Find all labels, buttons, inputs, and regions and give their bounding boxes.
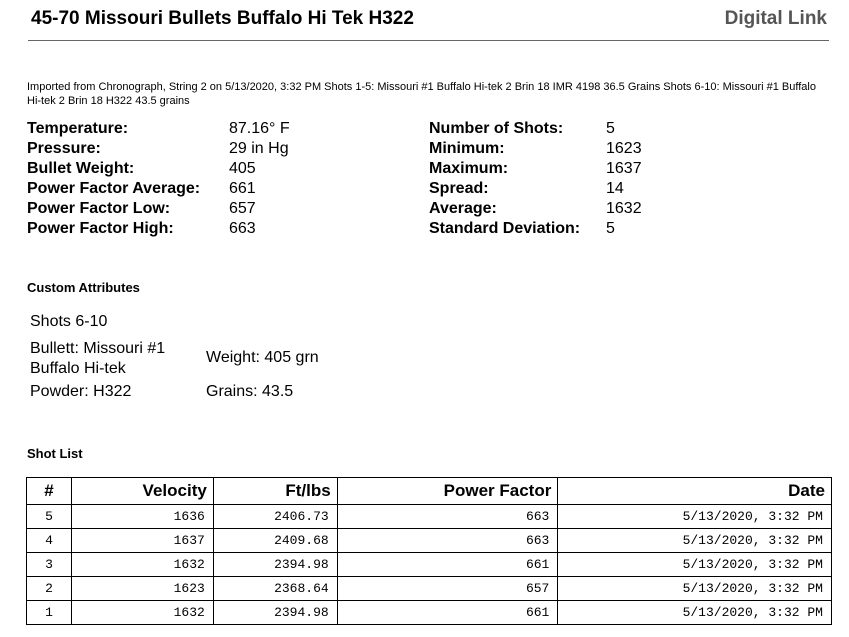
cell-ftlbs: 2394.98	[213, 601, 337, 625]
stat-value: 663	[229, 220, 256, 237]
cell-velocity: 1623	[71, 577, 213, 601]
table-row	[27, 505, 832, 529]
stat-row	[429, 199, 642, 219]
cell-number: 3	[27, 553, 72, 577]
cell-power-factor: 663	[337, 529, 558, 553]
summary-list	[429, 119, 642, 239]
cell-ftlbs: 2406.73	[213, 505, 337, 529]
stat-value: 1632	[606, 200, 642, 217]
table-row	[27, 553, 832, 577]
shot-list-heading: Shot List	[27, 446, 83, 461]
cell-number: 2	[27, 577, 72, 601]
cell-date: 5/13/2020, 3:32 PM	[558, 505, 832, 529]
cell-power-factor: 657	[337, 577, 558, 601]
column-header-ftlbs: Ft/lbs	[213, 478, 337, 505]
column-header-power-factor: Power Factor	[337, 478, 558, 505]
cell-date: 5/13/2020, 3:32 PM	[558, 529, 832, 553]
column-header-date: Date	[558, 478, 832, 505]
conditions-list	[27, 119, 290, 239]
table-row	[27, 529, 832, 553]
cell-velocity: 1632	[71, 601, 213, 625]
stat-label: Temperature:	[27, 120, 129, 137]
stat-value: 5	[606, 220, 615, 237]
stat-row	[429, 179, 642, 199]
stat-label: Spread:	[429, 180, 489, 197]
report-header	[0, 0, 849, 44]
stat-row	[27, 179, 290, 199]
stat-label: Number of Shots:	[429, 120, 564, 137]
page-title: 45-70 Missouri Bullets Buffalo Hi Tek H322	[31, 8, 414, 29]
stat-row	[27, 219, 290, 239]
stat-value: 29 in Hg	[229, 140, 289, 157]
stat-label: Pressure:	[27, 140, 101, 157]
column-header-number: #	[27, 478, 72, 505]
stat-value: 1637	[606, 160, 642, 177]
stat-label: Power Factor Low:	[27, 200, 171, 217]
stat-row	[429, 159, 642, 179]
cell-power-factor: 661	[337, 601, 558, 625]
cell-number: 4	[27, 529, 72, 553]
cell-velocity: 1637	[71, 529, 213, 553]
custom-attributes-heading: Custom Attributes	[27, 280, 140, 295]
table-row	[27, 577, 832, 601]
stat-value: 405	[229, 160, 256, 177]
stat-row	[27, 119, 290, 139]
stat-row	[27, 199, 290, 219]
stat-label: Maximum:	[429, 160, 509, 177]
stat-value: 661	[229, 180, 256, 197]
custom-grains: Grains: 43.5	[206, 383, 294, 400]
cell-number: 1	[27, 601, 72, 625]
stat-row	[27, 139, 290, 159]
stat-label: Power Factor High:	[27, 220, 174, 237]
brand-label: Digital Link	[724, 8, 827, 29]
stat-label: Minimum:	[429, 140, 505, 157]
import-note: Imported from Chronograph, String 2 on 5/13/2020, 3:32 PM Shots 1-5: Missouri #1 Buffalo Hi-tek 2 Brin 18 IMR 4198 36.5 Grains Shots 6-10: Missouri #1 Buffalo Hi-tek 2 Brin 18 H322 43.5 grains	[27, 81, 816, 107]
stat-row	[429, 119, 642, 139]
stat-row	[429, 219, 642, 239]
cell-power-factor: 663	[337, 505, 558, 529]
cell-date: 5/13/2020, 3:32 PM	[558, 553, 832, 577]
stat-label: Bullet Weight:	[27, 160, 135, 177]
cell-date: 5/13/2020, 3:32 PM	[558, 601, 832, 625]
custom-bullet-line1: Bullett: Missouri #1	[30, 340, 166, 357]
stat-value: 87.16° F	[229, 120, 290, 137]
column-header-velocity: Velocity	[71, 478, 213, 505]
cell-velocity: 1636	[71, 505, 213, 529]
shot-list-table	[26, 477, 832, 625]
custom-bullet	[30, 339, 165, 379]
cell-ftlbs: 2409.68	[213, 529, 337, 553]
cell-ftlbs: 2368.64	[213, 577, 337, 601]
stat-label: Average:	[429, 200, 497, 217]
cell-power-factor: 661	[337, 553, 558, 577]
stat-label: Power Factor Average:	[27, 180, 201, 197]
cell-number: 5	[27, 505, 72, 529]
header-divider	[28, 40, 829, 41]
table-row	[27, 601, 832, 625]
table-header-row	[27, 478, 832, 505]
custom-shots: Shots 6-10	[30, 313, 108, 330]
cell-velocity: 1632	[71, 553, 213, 577]
stat-value: 14	[606, 180, 624, 197]
custom-weight: Weight: 405 grn	[206, 349, 319, 366]
stat-value: 5	[606, 120, 615, 137]
stat-value: 657	[229, 200, 256, 217]
cell-ftlbs: 2394.98	[213, 553, 337, 577]
stat-label: Standard Deviation:	[429, 220, 581, 237]
stat-value: 1623	[606, 140, 642, 157]
custom-powder: Powder: H322	[30, 383, 132, 400]
stat-row	[27, 159, 290, 179]
stat-row	[429, 139, 642, 159]
custom-bullet-line2: Buffalo Hi-tek	[30, 360, 126, 377]
cell-date: 5/13/2020, 3:32 PM	[558, 577, 832, 601]
